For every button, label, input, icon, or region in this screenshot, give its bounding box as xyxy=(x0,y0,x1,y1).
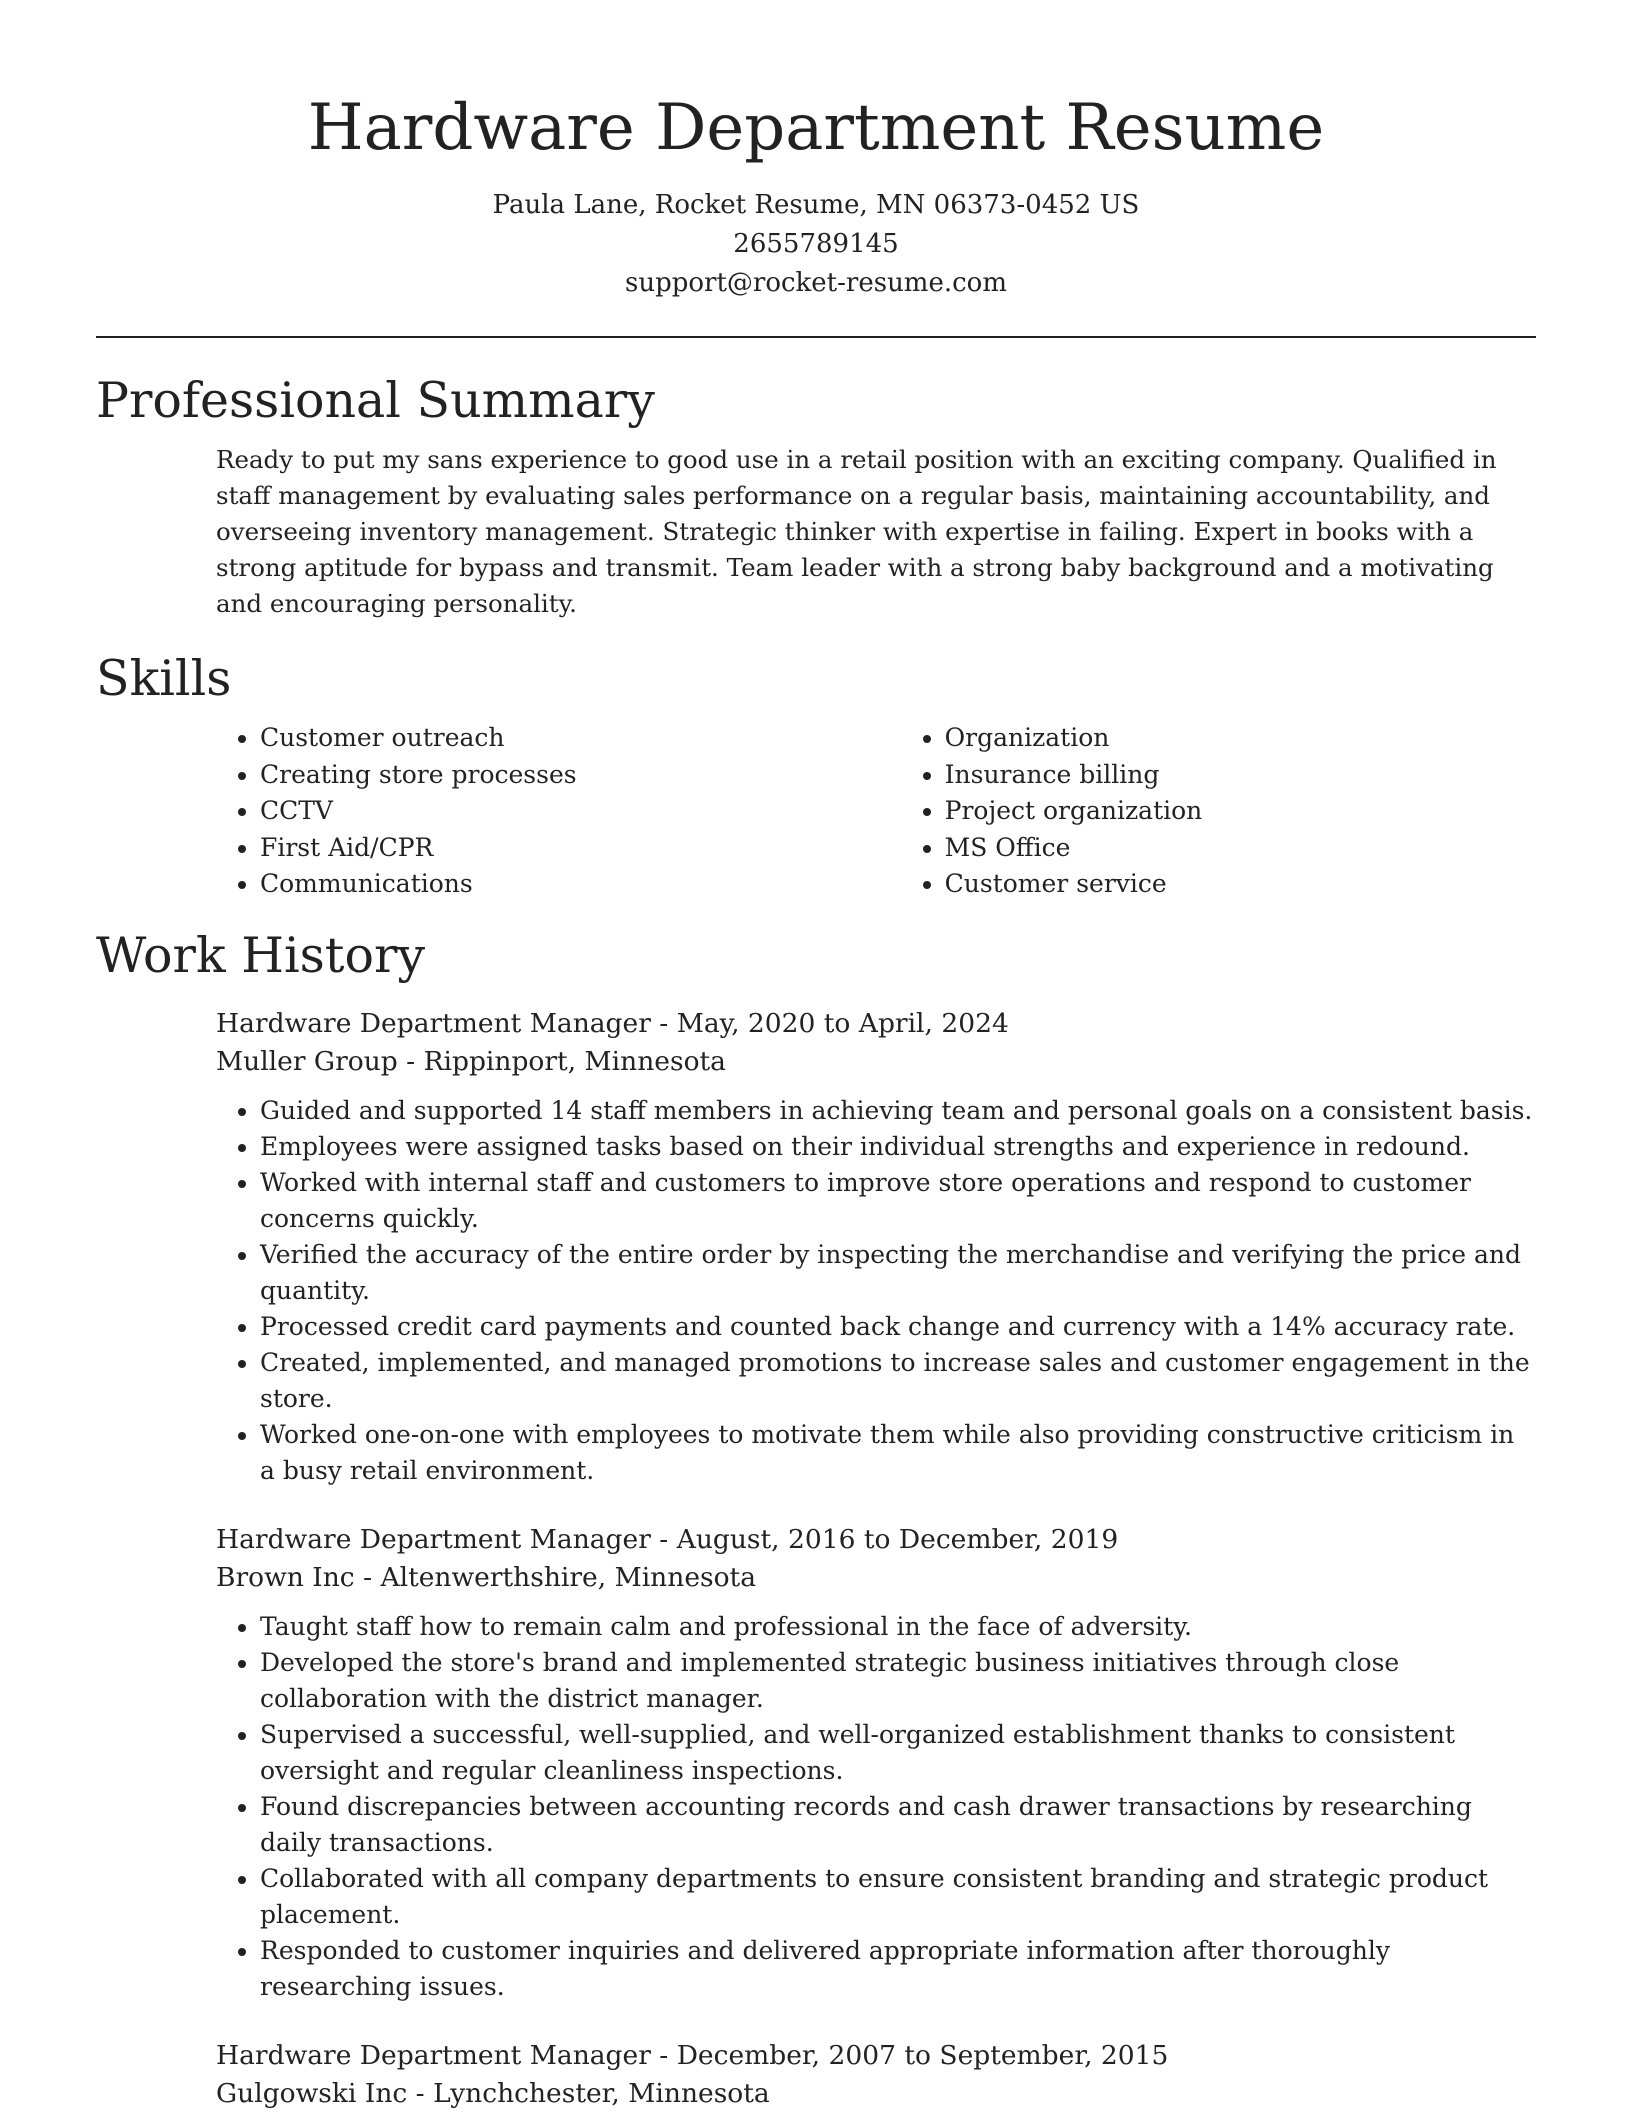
skill-item: • CCTV xyxy=(260,793,901,830)
job-bullet: • Responded to customer inquiries and delivered appropriate information after thoroughly researching issues. xyxy=(260,1933,1536,2005)
skill-item: • Creating store processes xyxy=(260,757,901,794)
job-bullet: • Supervised a successful, well-supplied, and well-organized establishment thanks to consistent oversight and regular cleanliness inspections. xyxy=(260,1717,1536,1789)
job-company-line xyxy=(216,1559,1536,1597)
job-bullet: • Developed the store's brand and implemented strategic business initiatives through close collaboration with the district manager. xyxy=(260,1645,1536,1717)
contact-email: support@rocket-resume.com xyxy=(624,268,1007,298)
resume-page xyxy=(96,0,1536,2113)
job-bullet: • Verified the accuracy of the entire order by inspecting the merchandise and verifying the price and quantity. xyxy=(260,1237,1536,1309)
header-divider xyxy=(96,336,1536,338)
job-bullets xyxy=(216,1609,1536,2005)
separator: - xyxy=(650,2039,677,2071)
job-bullet: • Found discrepancies between accounting records and cash drawer transactions by researching daily transactions. xyxy=(260,1789,1536,1861)
job-company: Muller Group xyxy=(216,1045,398,1077)
skills-list-left xyxy=(216,720,901,903)
skill-item: • Customer outreach xyxy=(260,720,901,757)
job-bullet: • Worked with internal staff and customers to improve store operations and respond to customer concerns quickly. xyxy=(260,1165,1536,1237)
job-bullet: • Created, implemented, and managed promotions to increase sales and customer engagement in the store. xyxy=(260,1345,1536,1417)
job-title-line xyxy=(216,1521,1536,1559)
resume-title: Hardware Department Resume xyxy=(307,91,1325,165)
summary-text: Ready to put my sans experience to good use in a retail position with an exciting company. Qualified in staff management by evaluating sales performance on a regular basis, maintaining accountability, and overseeing inventory management. Strategic thinker with expertise in failing. Expert in books with a strong aptitude for bypass and transmit. Team leader with a strong baby background and a motivating and encouraging personality. xyxy=(216,445,1497,618)
skill-item: • Communications xyxy=(260,866,901,903)
skills-heading: Skills xyxy=(96,650,232,707)
job-company: Gulgowski Inc xyxy=(216,2077,408,2109)
work-history-heading: Work History xyxy=(96,926,426,984)
job-bullet: • Employees were assigned tasks based on their individual strengths and experience in redound. xyxy=(260,1129,1536,1165)
skill-item: • First Aid/CPR xyxy=(260,830,901,867)
separator: - xyxy=(650,1523,677,1555)
skill-item: • Organization xyxy=(945,720,1536,757)
job-company-line xyxy=(216,2075,1536,2113)
skills-list-right xyxy=(901,720,1536,903)
job-entry xyxy=(216,2037,1536,2113)
job-bullet: • Processed credit card payments and counted back change and currency with a 14% accuracy rate. xyxy=(260,1309,1536,1345)
skill-item: • Customer service xyxy=(945,866,1536,903)
separator: - xyxy=(650,1007,677,1039)
contact-address: Paula Lane, Rocket Resume, MN 06373-0452 US xyxy=(492,190,1140,220)
job-title: Hardware Department Manager xyxy=(216,1523,651,1555)
job-company: Brown Inc xyxy=(216,1561,355,1593)
resume-header xyxy=(96,0,1536,303)
job-bullet: • Worked one-on-one with employees to motivate them while also providing constructive criticism in a busy retail environment. xyxy=(260,1417,1536,1489)
skill-item: • Project organization xyxy=(945,793,1536,830)
separator: - xyxy=(407,2077,434,2109)
job-location: Lynchchester, Minnesota xyxy=(433,2077,770,2109)
contact-block xyxy=(96,186,1536,303)
job-title: Hardware Department Manager xyxy=(216,2039,651,2071)
job-dates: August, 2016 to December, 2019 xyxy=(676,1523,1119,1555)
job-entry xyxy=(216,1521,1536,2005)
summary-heading: Professional Summary xyxy=(96,372,655,429)
job-location: Altenwerthshire, Minnesota xyxy=(380,1561,756,1593)
job-title: Hardware Department Manager xyxy=(216,1007,651,1039)
job-company-line xyxy=(216,1043,1536,1081)
skills-columns xyxy=(216,720,1536,903)
job-title-line xyxy=(216,1005,1536,1043)
job-bullet: • Guided and supported 14 staff members in achieving team and personal goals on a consistent basis. xyxy=(260,1093,1536,1129)
separator: - xyxy=(354,1561,381,1593)
skill-item: • Insurance billing xyxy=(945,757,1536,794)
job-bullets xyxy=(216,1093,1536,1489)
job-bullet: • Collaborated with all company departments to ensure consistent branding and strategic product placement. xyxy=(260,1861,1536,1933)
job-dates: December, 2007 to September, 2015 xyxy=(676,2039,1169,2071)
job-bullet: • Taught staff how to remain calm and professional in the face of adversity. xyxy=(260,1609,1536,1645)
contact-phone: 2655789145 xyxy=(733,229,899,259)
job-location: Rippinport, Minnesota xyxy=(423,1045,726,1077)
job-title-line xyxy=(216,2037,1536,2075)
job-entry xyxy=(216,1005,1536,1489)
skill-item: • MS Office xyxy=(945,830,1536,867)
job-dates: May, 2020 to April, 2024 xyxy=(676,1007,1009,1039)
separator: - xyxy=(397,1045,424,1077)
